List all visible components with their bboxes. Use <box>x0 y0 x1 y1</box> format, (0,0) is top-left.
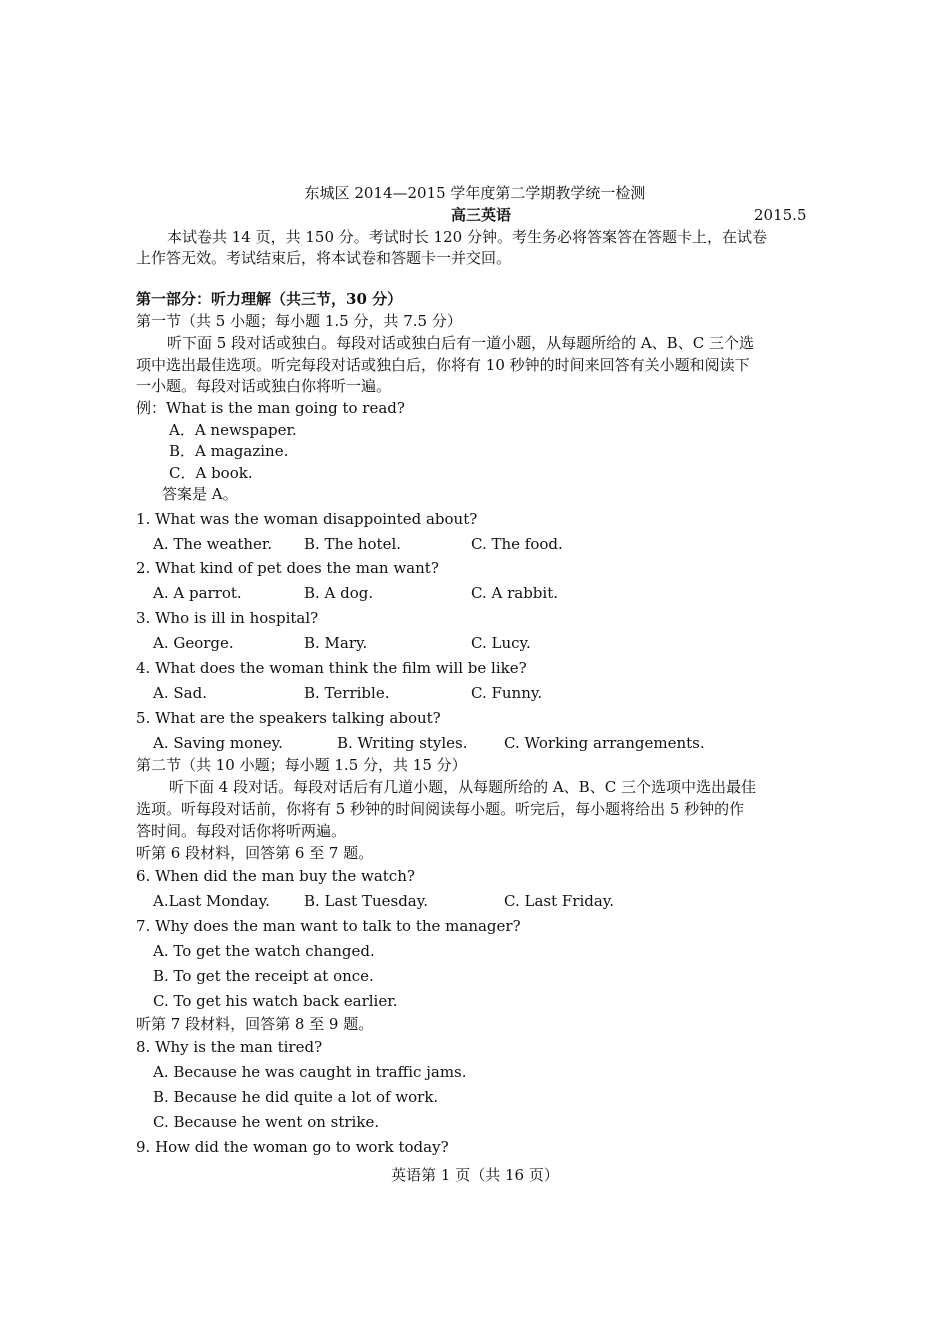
q7-option-b: B. To get the receipt at once. <box>153 967 374 985</box>
q5-option-c: C. Working arrangements. <box>504 734 705 752</box>
section2-instruction-3: 答时间。每段对话你将听两遍。 <box>136 822 347 840</box>
q8-option-a: A. Because he was caught in traffic jams. <box>153 1063 467 1081</box>
section2-instruction-2: 选项。听每段对话前，你将有 5 秒钟的时间阅读每小题。听完后，每小题将给出 5 秒钟的作 <box>136 800 745 818</box>
example-option-b: B．A magazine. <box>169 442 289 460</box>
q6-option-c: C. Last Friday. <box>504 892 615 910</box>
q4-option-b: B. Terrible. <box>304 684 390 702</box>
section1-title: 第一节（共 5 小题；每小题 1.5 分，共 7.5 分） <box>136 312 462 330</box>
q2-option-c: C. A rabbit. <box>471 584 558 602</box>
exam-title: 东城区 2014—2015 学年度第二学期教学统一检测 <box>304 184 646 202</box>
q5-option-a: A. Saving money. <box>153 734 283 752</box>
q7-option-a: A. To get the watch changed. <box>153 942 375 960</box>
subject-title: 高三英语 <box>451 206 512 224</box>
question-6: 6. When did the man buy the watch? <box>136 867 415 885</box>
q5-option-b: B. Writing styles. <box>337 734 468 752</box>
section2-title: 第二节（共 10 小题；每小题 1.5 分，共 15 分） <box>136 756 467 774</box>
q2-option-a: A. A parrot. <box>153 584 242 602</box>
q7-option-c: C. To get his watch back earlier. <box>153 992 398 1010</box>
q2-option-b: B. A dog. <box>304 584 374 602</box>
question-9: 9. How did the woman go to work today? <box>136 1138 449 1156</box>
q3-option-a: A. George. <box>153 634 234 652</box>
q4-option-c: C. Funny. <box>471 684 543 702</box>
example-answer: 答案是 A。 <box>162 485 238 503</box>
material-6-note: 听第 6 段材料，回答第 6 至 7 题。 <box>136 844 374 862</box>
question-8: 8. Why is the man tired? <box>136 1038 323 1056</box>
q1-option-b: B. The hotel. <box>304 535 402 553</box>
section1-instruction-1: 听下面 5 段对话或独白。每段对话或独白后有一道小题，从每题所给的 A、B、C 三个选 <box>167 334 754 352</box>
question-7: 7. Why does the man want to talk to the manager? <box>136 917 521 935</box>
question-1: 1. What was the woman disappointed about? <box>136 510 478 528</box>
intro-line-1: 本试卷共 14 页，共 150 分。考试时长 120 分钟。考生务必将答案答在答题卡上，在试卷 <box>167 228 767 246</box>
example-option-c: C．A book. <box>169 464 253 482</box>
intro-line-2: 上作答无效。考试结束后，将本试卷和答题卡一并交回。 <box>136 249 512 267</box>
q8-option-b: B. Because he did quite a lot of work. <box>153 1088 439 1106</box>
example-option-a: A．A newspaper. <box>169 421 297 439</box>
example-question: 例：What is the man going to read? <box>136 399 405 417</box>
exam-date: 2015.5 <box>754 206 807 224</box>
question-3: 3. Who is ill in hospital? <box>136 609 319 627</box>
page-footer: 英语第 1 页（共 16 页） <box>391 1166 559 1184</box>
section1-instruction-2: 项中选出最佳选项。听完每段对话或独白后，你将有 10 秒钟的时间来回答有关小题和阅读下 <box>136 356 750 374</box>
q3-option-b: B. Mary. <box>304 634 368 652</box>
q6-option-b: B. Last Tuesday. <box>304 892 428 910</box>
question-2: 2. What kind of pet does the man want? <box>136 559 439 577</box>
question-4: 4. What does the woman think the film will be like? <box>136 659 527 677</box>
q8-option-c: C. Because he went on strike. <box>153 1113 380 1131</box>
q1-option-a: A. The weather. <box>153 535 273 553</box>
section1-instruction-3: 一小题。每段对话或独白你将听一遍。 <box>136 377 392 395</box>
q4-option-a: A. Sad. <box>153 684 207 702</box>
question-5: 5. What are the speakers talking about? <box>136 709 441 727</box>
q1-option-c: C. The food. <box>471 535 563 553</box>
part1-title: 第一部分：听力理解（共三节，30 分） <box>136 290 403 308</box>
material-7-note: 听第 7 段材料，回答第 8 至 9 题。 <box>136 1015 374 1033</box>
q6-option-a: A.Last Monday. <box>153 892 270 910</box>
section2-instruction-1: 听下面 4 段对话。每段对话后有几道小题，从每题所给的 A、B、C 三个选项中选出最佳 <box>169 778 756 796</box>
q3-option-c: C. Lucy. <box>471 634 531 652</box>
